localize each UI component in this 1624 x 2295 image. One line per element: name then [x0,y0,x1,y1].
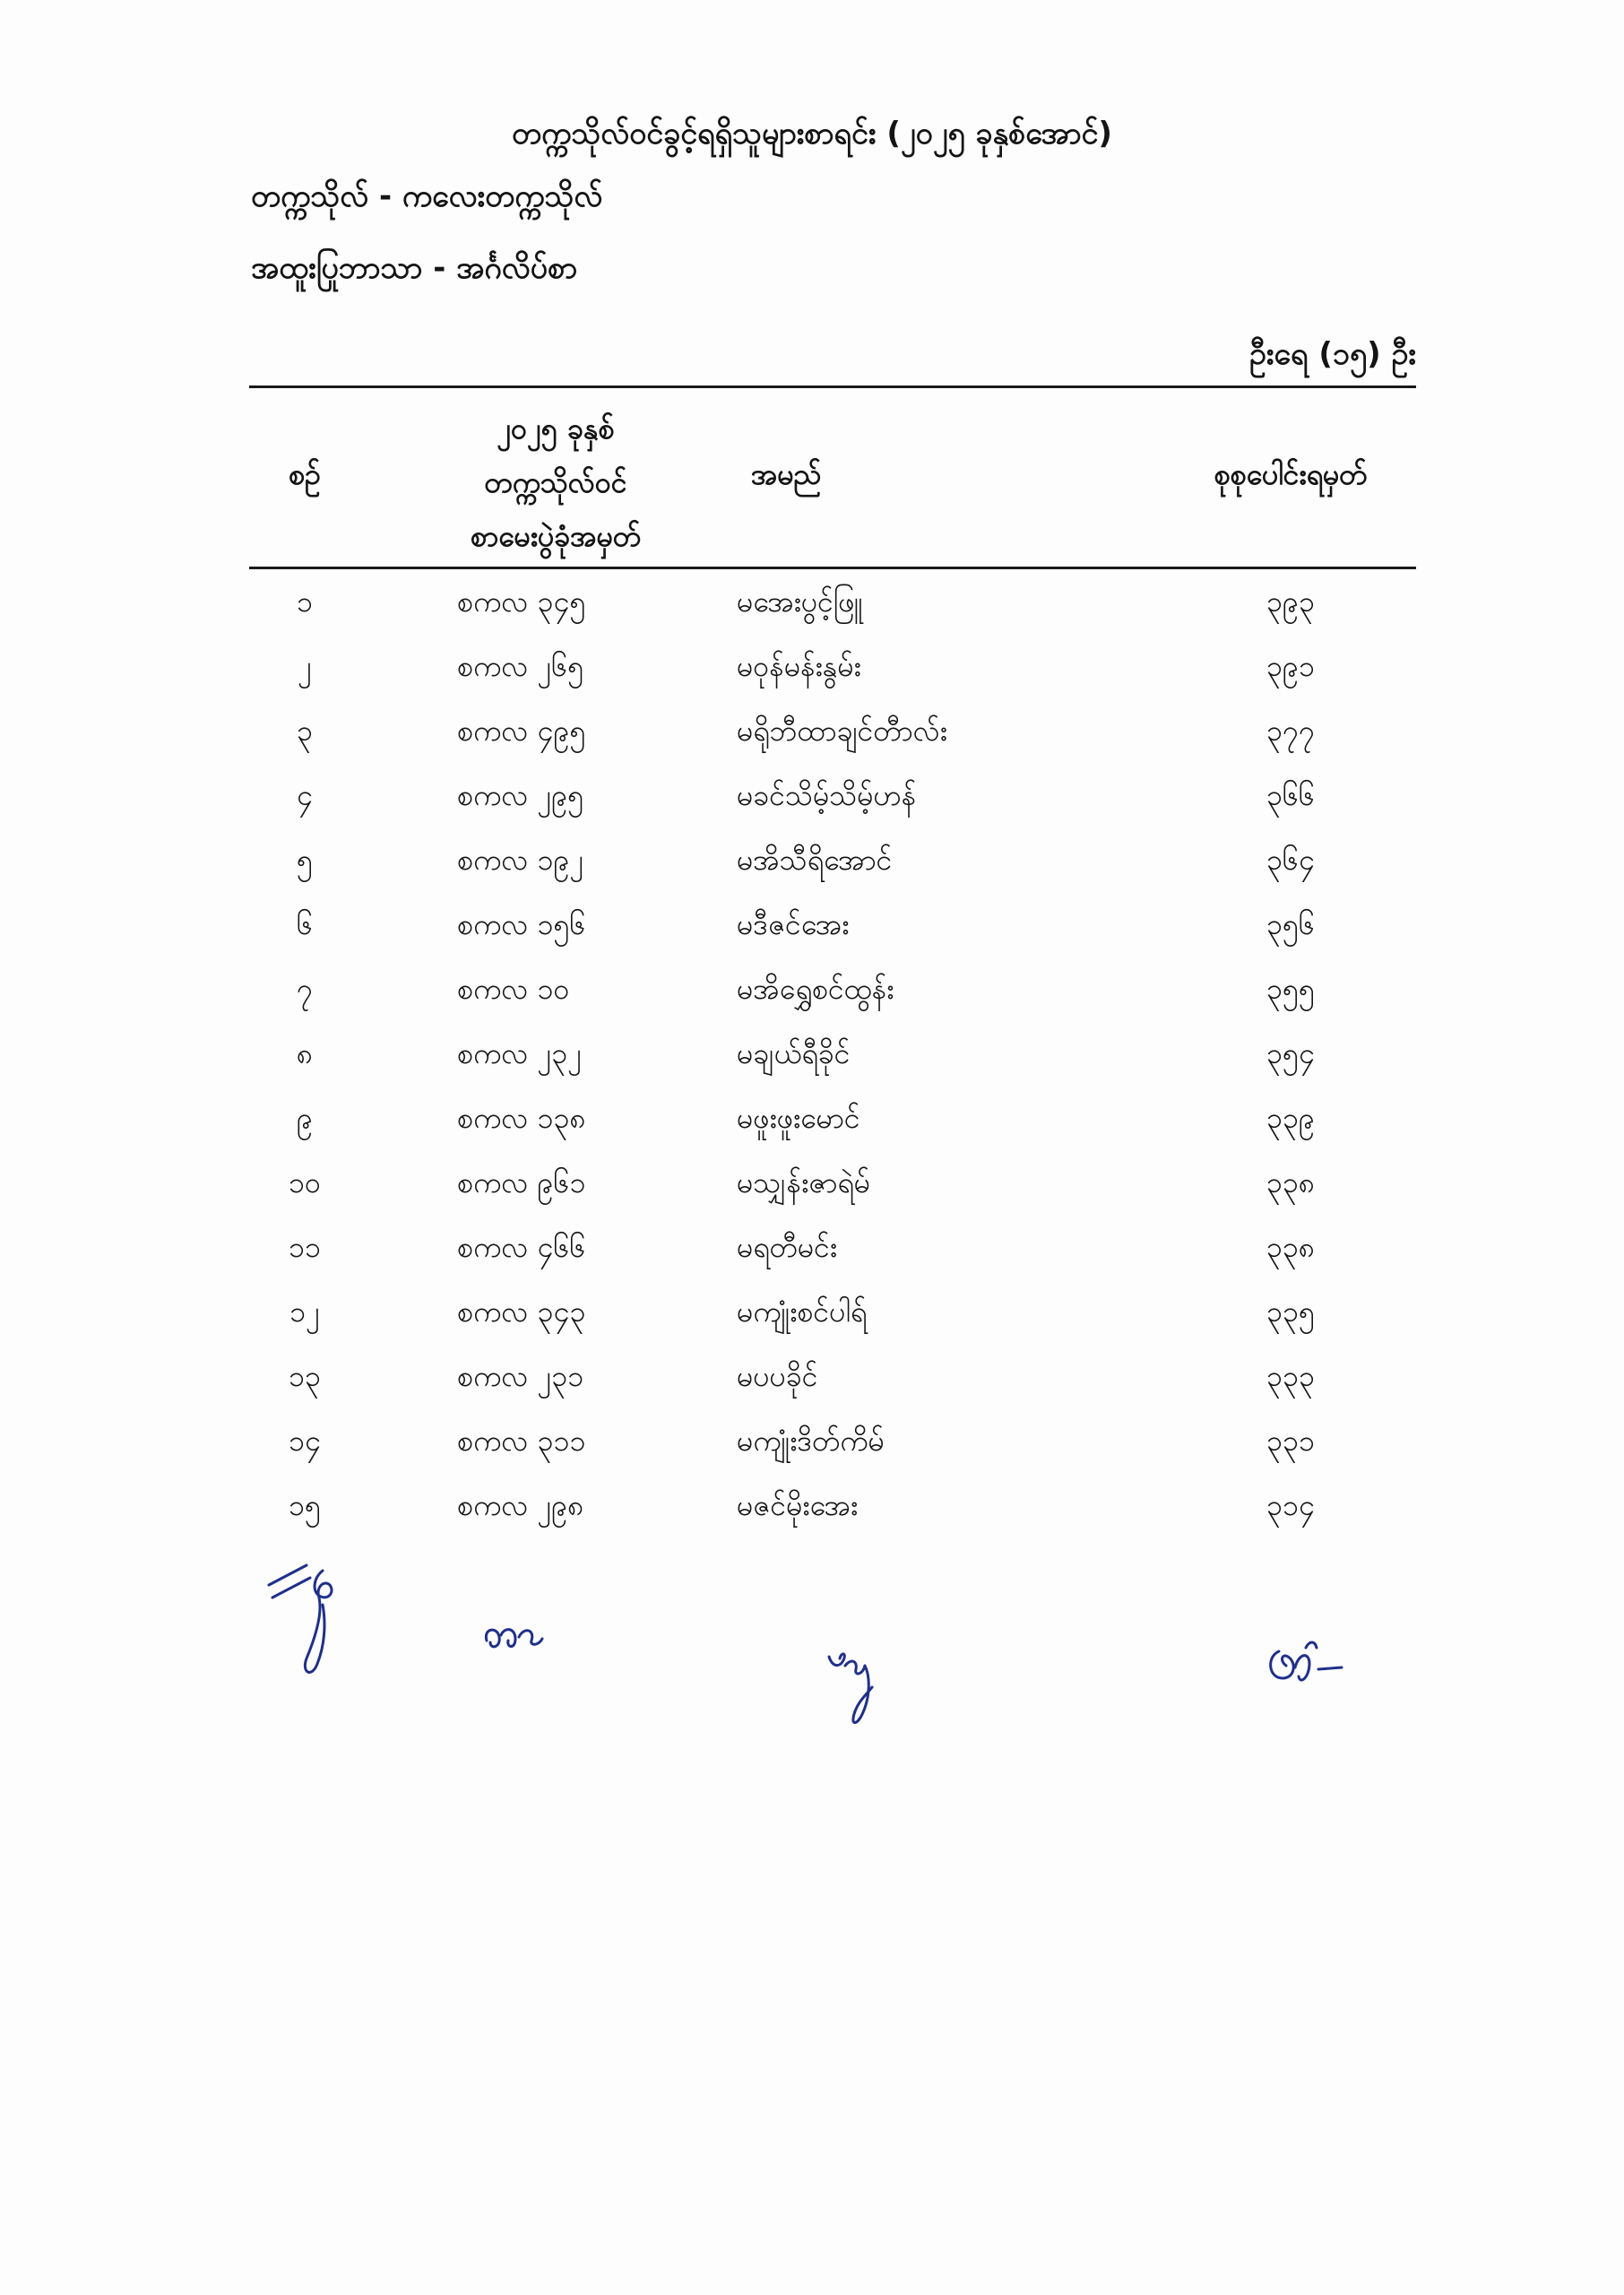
row-name: မသျှန်းဇာရဲမ် [737,1165,871,1199]
column-header-no: စဉ် [289,457,321,491]
table-row [0,832,1624,896]
table-row [0,896,1624,961]
row-name: မချယ်ရီခိုင် [737,1036,851,1070]
table-row [0,767,1624,832]
row-marks: ၃၅၄ [1266,1036,1315,1070]
row-name: မဝုန်မန်းနွမ်း [737,649,861,683]
row-marks: ၃၁၄ [1266,1488,1315,1522]
row-number: ၁၂ [289,1295,320,1329]
table-row [0,1155,1624,1219]
row-name: မကျုံးစင်ပါရ် [737,1295,868,1329]
row-roll-number: စကလ ၉၆၁ [457,1165,586,1199]
row-name: မအိသီရိအောင် [737,843,893,877]
signature-2 [479,1614,569,1667]
table-row [0,1219,1624,1284]
row-name: မဒီဇင်အေး [737,907,850,941]
university-line: တက္ကသိုလ် - ကလေးတက္ကသိုလ် [251,178,603,214]
row-name: မပပခိုင် [737,1359,818,1393]
row-name: မရိုဘီထာချင်တီာလ်း [737,714,947,748]
row-roll-number: စကလ ၂၆၅ [457,649,584,683]
row-number: ၁၃ [289,1359,321,1393]
row-number: ၆ [297,907,313,941]
signature-area [0,1542,1624,1739]
column-header-roll-line1: ၂၀၂၅ ခုနှစ် [497,411,615,446]
row-name: မခင်သိမ့်သိမ့်ဟန် [737,778,917,812]
signature-3 [820,1641,901,1739]
column-header-roll [421,402,690,563]
student-count: ဦးရေ (၁၅) ဦး [1249,336,1416,372]
table-row [0,574,1624,638]
row-marks: ၃၃၈ [1266,1230,1316,1264]
row-marks: ၃၇၇ [1266,714,1315,748]
row-marks: ၃၃၅ [1266,1295,1315,1329]
table-row [0,703,1624,767]
row-number: ၉ [297,1101,313,1135]
row-roll-number: စကလ ၃၁၁ [457,1424,586,1458]
column-header-name: အမည် [751,457,822,491]
row-number: ၁၀ [289,1165,321,1199]
row-number: ၃ [297,714,313,748]
row-marks: ၃၅၆ [1266,907,1315,941]
table-row [0,1348,1624,1413]
row-marks: ၃၃၁ [1266,1424,1315,1458]
row-roll-number: စကလ ၁၅၆ [457,907,586,941]
row-marks: ၃၅၅ [1266,972,1315,1006]
row-roll-number: စကလ ၄၆၆ [457,1230,586,1264]
row-name: မကျုံးဒိတ်ကိမ် [737,1424,885,1458]
row-number: ၁ [297,585,313,619]
row-number: ၇ [297,972,313,1006]
table-row [0,1026,1624,1090]
row-marks: ၃၉၁ [1266,649,1315,683]
subject-line: အထူးပြုဘာသာ - အင်္ဂလိပ်စာ [251,250,578,286]
table-row [0,961,1624,1026]
signature-4 [1259,1632,1358,1703]
row-name: မဇင်မိုးအေး [737,1488,859,1522]
row-number: ၂ [298,649,312,683]
row-roll-number: စကလ ၁၃၈ [457,1101,586,1135]
table-row [0,638,1624,703]
table-header-rule [249,567,1416,569]
row-roll-number: စကလ ၂၃၂ [457,1036,582,1070]
table-top-rule [249,385,1416,388]
row-marks: ၃၃၃ [1266,1359,1315,1393]
row-number: ၁၁ [289,1230,321,1264]
row-number: ၄ [297,778,313,812]
row-marks: ၃၃၈ [1266,1165,1316,1199]
row-roll-number: စကလ ၂၉၈ [457,1488,584,1522]
row-number: ၅ [297,843,313,877]
column-header-roll-line3: စာမေးပွဲခုံအမှတ် [471,519,641,553]
table-row [0,1413,1624,1477]
row-roll-number: စကလ ၁၀ [457,972,570,1006]
column-header-roll-line2: တက္ကသိုလ်ဝင် [484,465,627,499]
row-roll-number: စကလ ၁၉၂ [457,843,584,877]
row-marks: ၃၆၄ [1266,843,1315,877]
row-number: ၈ [296,1036,314,1070]
row-marks: ၃၉၃ [1266,585,1315,619]
row-number: ၁၅ [289,1488,321,1522]
row-name: မအိရွှေစင်ထွန်း [737,972,894,1006]
row-roll-number: စကလ ၃၄၃ [457,1295,586,1329]
row-name: မအေးပွင့်ဖြူ [737,585,863,619]
row-roll-number: စကလ ၂၉၅ [457,778,584,812]
table-row [0,1090,1624,1155]
row-roll-number: စကလ ၂၃၁ [457,1359,584,1393]
row-name: မဖူးဖူးမောင် [737,1101,860,1135]
row-marks: ၃၆၆ [1266,778,1315,812]
row-name: မရတီမင်း [737,1230,837,1264]
table-row [0,1284,1624,1348]
row-roll-number: စကလ ၄၉၅ [457,714,586,748]
table-row [0,1477,1624,1542]
row-number: ၁၄ [289,1424,321,1458]
row-roll-number: စကလ ၃၄၅ [457,585,586,619]
document-title: တက္ကသိုလ်ဝင်ခွင့်ရရှိသူများစာရင်း (၂၀၂၅ ခုနှစ်အောင်) [512,116,1112,152]
row-marks: ၃၃၉ [1266,1101,1315,1135]
signature-1 [260,1560,367,1685]
column-header-marks: စုစုပေါင်းရမှတ် [1214,457,1368,491]
